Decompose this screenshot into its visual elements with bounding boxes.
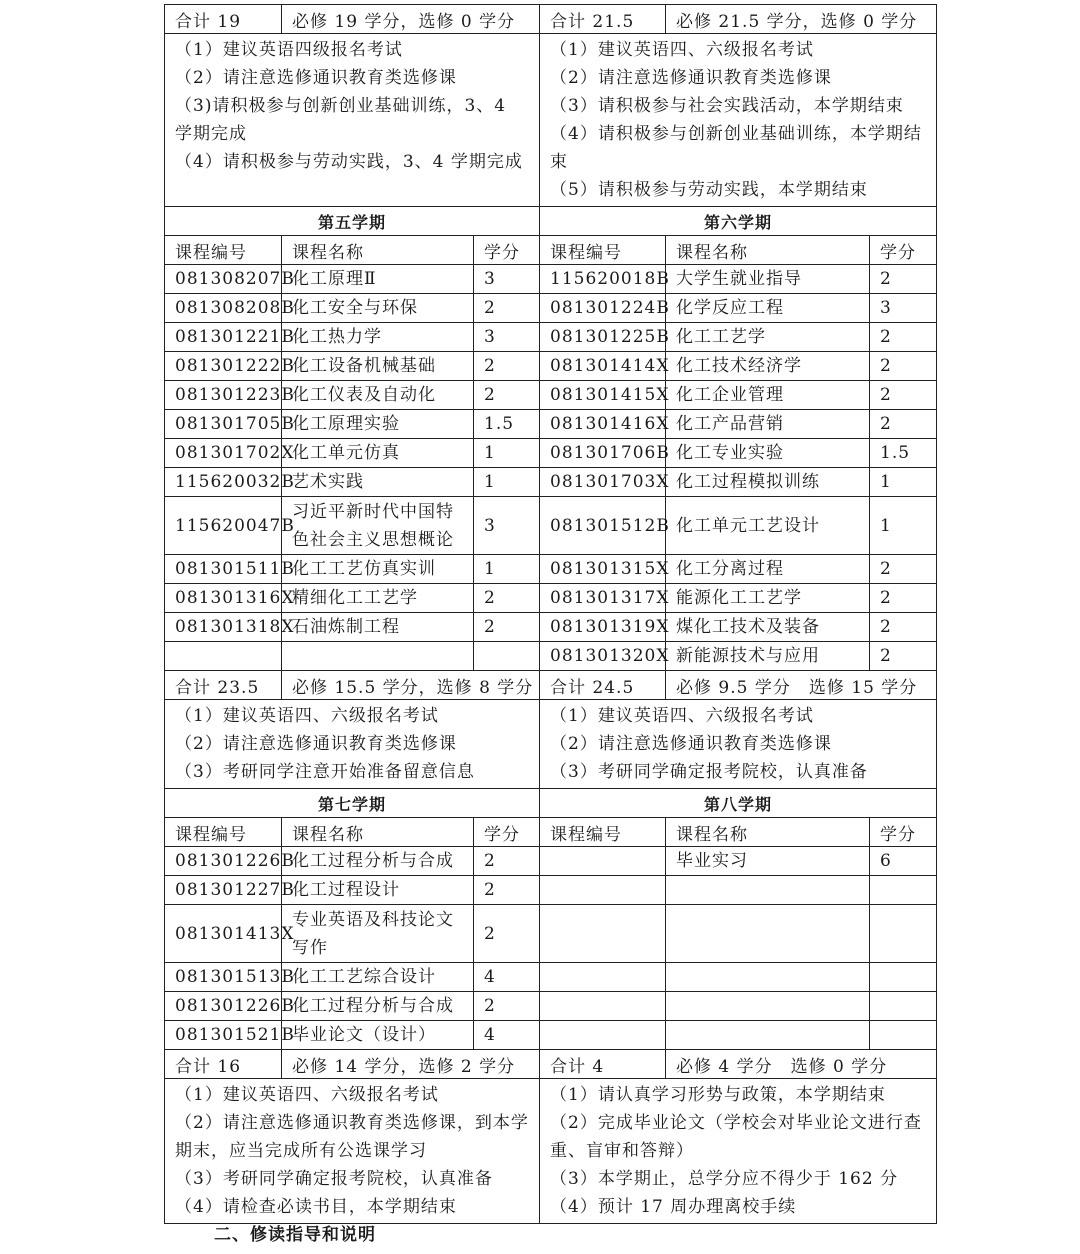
semester-title-row [165, 207, 937, 236]
course-code: 081301513B [165, 963, 282, 992]
course-code: 081301521B [165, 1021, 282, 1050]
course-row [165, 1021, 937, 1050]
header-course-name: 课程名称 [666, 818, 870, 847]
course-name: 化工原理实验 [282, 410, 474, 439]
header-course-code: 课程编号 [540, 236, 666, 265]
course-name: 化工过程设计 [282, 876, 474, 905]
total-credit-right: 合计 24.5 [540, 671, 666, 700]
course-credit: 6 [870, 847, 937, 876]
course-code: 081301320X [540, 642, 666, 671]
course-code: 115620018B [540, 265, 666, 294]
note-line: （1）建议英语四、六级报名考试 [550, 706, 814, 726]
course-name: 化工原理Ⅱ [282, 265, 474, 294]
course-name: 精细化工工艺学 [282, 584, 474, 613]
semester-title-left: 第五学期 [165, 207, 540, 236]
course-row [165, 876, 937, 905]
course-name: 石油炼制工程 [282, 613, 474, 642]
course-name: 毕业论文（设计） [282, 1021, 474, 1050]
course-credit [870, 992, 937, 1021]
credit-summary-left: 必修 19 学分，选修 0 学分 [282, 5, 540, 34]
course-row [165, 439, 937, 468]
semester-notes-row [165, 700, 937, 789]
course-credit: 2 [870, 555, 937, 584]
course-row [165, 265, 937, 294]
course-row [165, 323, 937, 352]
note-line: （3)请积极参与创新创业基础训练，3、4 学期完成 [175, 96, 507, 144]
course-credit: 3 [870, 294, 937, 323]
course-credit [870, 905, 937, 963]
course-name: 习近平新时代中国特色社会主义思想概论 [282, 497, 474, 555]
course-row [165, 584, 937, 613]
course-name [666, 963, 870, 992]
semester-total-row [165, 1050, 937, 1079]
note-line: （1）建议英语四级报名考试 [175, 40, 403, 60]
course-credit [474, 642, 540, 671]
course-name: 化工过程分析与合成 [282, 992, 474, 1021]
semester-title-row [165, 789, 937, 818]
total-credit-left: 合计 16 [165, 1050, 282, 1079]
course-credit: 1 [474, 439, 540, 468]
course-name [666, 992, 870, 1021]
course-row [165, 381, 937, 410]
course-name: 化工过程分析与合成 [282, 847, 474, 876]
course-credit: 2 [870, 323, 937, 352]
total-credit-right: 合计 4 [540, 1050, 666, 1079]
note-line: （3）请积极参与社会实践活动，本学期结束 [550, 96, 904, 116]
header-course-code: 课程编号 [165, 236, 282, 265]
course-code: 081301223B [165, 381, 282, 410]
course-name: 化工技术经济学 [666, 352, 870, 381]
note-line: （2）请注意选修通识教育类选修课 [175, 734, 457, 754]
course-credit: 2 [870, 352, 937, 381]
course-credit: 2 [474, 992, 540, 1021]
course-row [165, 410, 937, 439]
course-code: 081301222B [165, 352, 282, 381]
course-code: 081301416X [540, 410, 666, 439]
note-line: （1）建议英语四、六级报名考试 [175, 1085, 439, 1105]
course-name: 毕业实习 [666, 847, 870, 876]
course-name: 艺术实践 [282, 468, 474, 497]
course-credit: 2 [870, 410, 937, 439]
note-line: （5）请积极参与劳动实践，本学期结束 [550, 180, 868, 200]
note-line: （2）请注意选修通识教育类选修课 [550, 734, 832, 754]
note-line: （4）预计 17 周办理离校手续 [550, 1197, 797, 1217]
header-credit: 学分 [870, 818, 937, 847]
header-course-name: 课程名称 [666, 236, 870, 265]
course-code: 081301317X [540, 584, 666, 613]
course-credit: 2 [474, 847, 540, 876]
note-line: （3）考研同学确定报考院校，认真准备 [175, 1169, 493, 1189]
course-credit: 2 [474, 352, 540, 381]
notes-right [540, 1079, 937, 1224]
course-code: 081301225B [540, 323, 666, 352]
course-row [165, 294, 937, 323]
course-code: 081308207B [165, 265, 282, 294]
note-line: （3）考研同学确定报考院校，认真准备 [550, 762, 868, 782]
note-line: （2）请注意选修通识教育类选修课 [550, 68, 832, 88]
header-course-name: 课程名称 [282, 818, 474, 847]
course-name: 化工工艺仿真实训 [282, 555, 474, 584]
course-code: 081301706B [540, 439, 666, 468]
header-credit: 学分 [474, 818, 540, 847]
course-name: 煤化工技术及装备 [666, 613, 870, 642]
note-line: （2）请注意选修通识教育类选修课，到本学期末，应当完成所有公选课学习 [175, 1113, 529, 1161]
total-credit-left: 合计 19 [165, 5, 282, 34]
credit-summary-left: 必修 14 学分，选修 2 学分 [282, 1050, 540, 1079]
course-name: 能源化工工艺学 [666, 584, 870, 613]
note-line: （1）请认真学习形势与政策，本学期结束 [550, 1085, 886, 1105]
course-credit: 1.5 [870, 439, 937, 468]
course-code: 081301319X [540, 613, 666, 642]
course-code: 081301702X [165, 439, 282, 468]
course-credit: 4 [474, 1021, 540, 1050]
course-row [165, 497, 937, 555]
course-code: 081301415X [540, 381, 666, 410]
course-credit: 3 [474, 497, 540, 555]
course-name: 大学生就业指导 [666, 265, 870, 294]
header-course-code: 课程编号 [165, 818, 282, 847]
course-code: 081301512B [540, 497, 666, 555]
course-row [165, 963, 937, 992]
notes-right [540, 700, 937, 789]
course-name: 化工工艺综合设计 [282, 963, 474, 992]
course-name [666, 876, 870, 905]
course-credit: 1.5 [474, 410, 540, 439]
credit-summary-right: 必修 21.5 学分，选修 0 学分 [666, 5, 937, 34]
semester-notes-row [165, 1079, 937, 1224]
semester-title-right: 第八学期 [540, 789, 937, 818]
course-row [165, 905, 937, 963]
total-credit-left: 合计 23.5 [165, 671, 282, 700]
course-code: 081308208B [165, 294, 282, 323]
course-row [165, 992, 937, 1021]
course-code [540, 876, 666, 905]
course-name: 化工仪表及自动化 [282, 381, 474, 410]
note-line: （3）考研同学注意开始准备留意信息 [175, 762, 475, 782]
course-code [540, 963, 666, 992]
course-code: 081301316X [165, 584, 282, 613]
course-name [282, 642, 474, 671]
credit-summary-left: 必修 15.5 学分，选修 8 学分 [282, 671, 540, 700]
header-credit: 学分 [474, 236, 540, 265]
header-credit: 学分 [870, 236, 937, 265]
course-code: 081301227B [165, 876, 282, 905]
semester-title-right: 第六学期 [540, 207, 937, 236]
semester-total-row [165, 671, 937, 700]
course-credit [870, 876, 937, 905]
note-line: （4）请积极参与劳动实践，3、4 学期完成 [175, 152, 523, 172]
course-name: 化工工艺学 [666, 323, 870, 352]
course-credit: 3 [474, 265, 540, 294]
note-line: （2）请注意选修通识教育类选修课 [175, 68, 457, 88]
course-credit: 2 [870, 265, 937, 294]
column-header-row [165, 818, 937, 847]
course-code: 081301221B [165, 323, 282, 352]
course-row [165, 352, 937, 381]
note-line: （2）完成毕业论文（学校会对毕业论文进行查重、盲审和答辩） [550, 1113, 922, 1161]
course-code: 081301226B [165, 992, 282, 1021]
course-name: 化工单元工艺设计 [666, 497, 870, 555]
course-code: 115620047B [165, 497, 282, 555]
credit-summary-right: 必修 9.5 学分 选修 15 学分 [666, 671, 937, 700]
course-name: 化工产品营销 [666, 410, 870, 439]
semester-4-notes-row [165, 34, 937, 207]
course-code: 081301705B [165, 410, 282, 439]
course-credit: 1 [870, 468, 937, 497]
course-credit: 2 [870, 642, 937, 671]
course-name: 化工单元仿真 [282, 439, 474, 468]
course-row [165, 847, 937, 876]
course-credit: 2 [474, 613, 540, 642]
course-code [165, 642, 282, 671]
course-name: 化工专业实验 [666, 439, 870, 468]
course-name: 化工分离过程 [666, 555, 870, 584]
header-course-name: 课程名称 [282, 236, 474, 265]
course-credit: 2 [870, 381, 937, 410]
course-code [540, 905, 666, 963]
credit-summary-right: 必修 4 学分 选修 0 学分 [666, 1050, 937, 1079]
course-code [540, 1021, 666, 1050]
header-course-code: 课程编号 [540, 818, 666, 847]
course-name: 化学反应工程 [666, 294, 870, 323]
course-credit: 2 [474, 294, 540, 323]
course-name [666, 1021, 870, 1050]
course-code [540, 992, 666, 1021]
note-line: （3）本学期止，总学分应不得少于 162 分 [550, 1169, 899, 1189]
notes-left [165, 34, 540, 207]
note-line: （1）建议英语四、六级报名考试 [550, 40, 814, 60]
course-row [165, 642, 937, 671]
course-name: 新能源技术与应用 [666, 642, 870, 671]
course-code: 081301315X [540, 555, 666, 584]
notes-right [540, 34, 937, 207]
course-plan-document [164, 4, 936, 1224]
course-code: 081301413X [165, 905, 282, 963]
course-credit: 1 [474, 555, 540, 584]
course-credit: 2 [474, 876, 540, 905]
course-code: 081301511B [165, 555, 282, 584]
course-row [165, 555, 937, 584]
course-name: 化工设备机械基础 [282, 352, 474, 381]
course-name: 化工安全与环保 [282, 294, 474, 323]
course-credit: 3 [474, 323, 540, 352]
course-name: 化工热力学 [282, 323, 474, 352]
total-credit-right: 合计 21.5 [540, 5, 666, 34]
semester-title-left: 第七学期 [165, 789, 540, 818]
notes-left [165, 700, 540, 789]
course-code [540, 847, 666, 876]
course-credit: 1 [474, 468, 540, 497]
course-name [666, 905, 870, 963]
note-line: （1）建议英语四、六级报名考试 [175, 706, 439, 726]
course-credit [870, 1021, 937, 1050]
course-credit: 2 [870, 613, 937, 642]
course-row [165, 468, 937, 497]
course-credit: 4 [474, 963, 540, 992]
course-code: 081301703X [540, 468, 666, 497]
note-line: （4）请检查必读书目，本学期结束 [175, 1197, 457, 1217]
column-header-row [165, 236, 937, 265]
note-line: （4）请积极参与创新创业基础训练，本学期结束 [550, 124, 922, 172]
course-code: 081301318X [165, 613, 282, 642]
course-credit: 2 [474, 381, 540, 410]
course-name: 化工过程模拟训练 [666, 468, 870, 497]
course-credit: 1 [870, 497, 937, 555]
notes-left [165, 1079, 540, 1224]
course-credit: 2 [870, 584, 937, 613]
course-name: 专业英语及科技论文写作 [282, 905, 474, 963]
course-code: 115620032B [165, 468, 282, 497]
course-row [165, 613, 937, 642]
course-plan-table [164, 4, 937, 1224]
course-credit: 2 [474, 905, 540, 963]
course-code: 081301226B [165, 847, 282, 876]
course-code: 081301224B [540, 294, 666, 323]
course-name: 化工企业管理 [666, 381, 870, 410]
course-code: 081301414X [540, 352, 666, 381]
course-credit [870, 963, 937, 992]
semester-4-total-row [165, 5, 937, 34]
course-credit: 2 [474, 584, 540, 613]
section-heading: 二、修读指导和说明 [214, 1225, 376, 1245]
